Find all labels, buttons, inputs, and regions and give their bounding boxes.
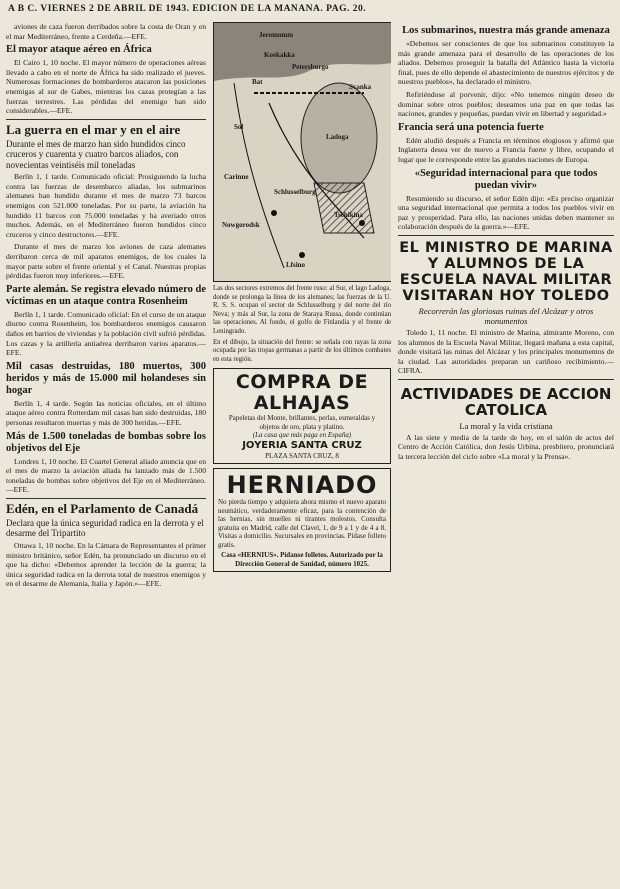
map-label: Nowgorodsk xyxy=(222,221,260,229)
article-paragraph: Edén aludió después a Francia en términos elogiosos y afirmó que Inglaterra desea ver de nuevo a Francia fuerte y libre, ocupando el lugar que le corresponde entre las grandes naciones de Europa. xyxy=(398,135,614,164)
article-paragraph: Refiriéndose al porvenir, dijo: «No tenemos ningún deseo de dominar sobre otros pueblos; deseamos una paz en que todas las naciones, grandes y pequeñas, puedan vivir en libertad y seguridad.» xyxy=(398,89,614,119)
ad-title: COMPRA DE ALHAJAS xyxy=(235,371,369,415)
map-caption: En el dibujo, la situación del frente: se señala con rayas la zona ocupada por las tropas germanas a partir de los últimos combates en esta región. xyxy=(213,338,391,363)
town-marker xyxy=(271,210,277,216)
ad-address: PLAZA SANTA CRUZ, 8 xyxy=(265,451,339,460)
article-headline: Edén, en el Parlamento de Canadá xyxy=(6,500,199,516)
article-paragraph: El Cairo 1, 10 noche. El mayor número de operaciones aéreas llevado a cabo en el norte de África ha sido realizado el jueves. Numerosas formaciones de bombarderos atacaron las posiciones enemigas al sur de Gabes, mientras los cazas protegían a las fuerzas terrestres. Las pérdidas del enemigo han sido considerables.—EFE. xyxy=(6,58,206,116)
article-headline: Más de 1.500 toneladas de bombas sobre los objetivos del Eje xyxy=(6,430,206,454)
left-column xyxy=(6,22,206,883)
middle-column xyxy=(213,22,391,883)
ad-text: Casa «HERNIUS». Pídanse folletos. Autorizado por la Dirección General de Sanidad, número 1025. xyxy=(221,551,383,568)
map-label: Lfsino xyxy=(286,261,306,269)
article-subheadline: La moral y la vida cristiana xyxy=(459,420,553,431)
article-paragraph: A las siete y media de la tarde de hoy, en el salón de actos del Centro de Acción Católica, don Jesús Urbina, presbítero, pronunciará la tercera lección del ciclo sobre «La moral y la Prensa». xyxy=(398,432,614,462)
ad-text: Papeletas del Monte, brillantes, perlas, esmeraldas y objetos de oro, plata y platino. xyxy=(228,414,376,431)
article-paragraph: Ottawa 1, 10 noche. En la Cámara de Representantes el primer ministro británico, señor Edén, ha pronunciado un discurso en el que ha dicho: «Debemos aprender la lección de la guerra; la única seguridad radica en la derrota total de nuestros enemigos y en el desarme de Alemania, Italia y Japón.»—EFE. xyxy=(6,540,206,589)
right-column xyxy=(398,22,614,883)
ad-text: (La casa que más paga en España) xyxy=(252,431,352,440)
article-paragraph: Berlín 1, 4 tarde. Según las noticias oficiales, en el último ataque aéreo contra Rotterdam mil casas han sido destruidas, 180 personas resultaron muertas y más de 300 heridas.—EFE. xyxy=(6,398,206,427)
map-caption: Las dos sectores extremos del frente ruso: al Sur, el lago Ladoga, donde se prolonga la línea de los alemanes; las fuerzas de la U. R. S. S. ocupan el sector de Schlusselburg y del norte del río Neva; y más al Sur, la zona de Staraya Russa, donde continúan las operaciones. Al fondo, el golfo de Finlandia y el frente de Leningrado. xyxy=(213,285,391,335)
article-headline: Parte alemán. Se registra elevado número de víctimas en un ataque contra Rosenheim xyxy=(6,283,206,307)
map-label: Sol xyxy=(234,123,244,131)
accion-catolica-headline: ACTIVIDADES DE ACCION CATOLICA xyxy=(400,384,612,420)
article-paragraph: Berlín 1, 1 tarde. Comunicado oficial: En el curso de un ataque diurno contra Rosenheim, los bombarderos enemigos causaron daños en barrios de viviendas y la población civil sufrió pérdidas. Los cazas y la artillería antiaérea derribaron varios aparatos.—EFE. xyxy=(6,309,206,358)
map-label: Jeromomm xyxy=(259,31,294,39)
occupied-zone xyxy=(314,183,374,233)
article-paragraph: «Debemos ser conscientes de que los submarinos constituyen la más grande amenaza para el desarrollo de las operaciones de los aliados. Debemos proseguir la batalla del Atlántico hasta la victoria final, pues de ello depende el abastecimiento de nuestros ejércitos y de nuestros pueblos», ha declarado el ministro. xyxy=(398,39,614,87)
ad-text: No pierda tiempo y adquiera ahora mismo el nuevo aparato neumático, verdaderamente eficaz, para la contención de las hernias, sin muelles ni tirantes molestos. Consulta gratuita en Madrid, calle del Clavel, 1, de 9 a 1 y de 4 a 8. Visitas a domicilio. Sucursales en provincias. Pídase folleto gratis. xyxy=(218,498,386,549)
column-divider xyxy=(398,379,614,380)
column-divider xyxy=(398,235,614,236)
map-label: Carinne xyxy=(224,173,249,181)
hernia-ad xyxy=(213,468,391,572)
article-headline: La guerra en el mar y en el aire xyxy=(6,121,181,137)
article-subheadline: Recorrerán las gloriosas ruinas del Alcázar y otros monumentos xyxy=(418,305,594,326)
article-headline: El mayor ataque aéreo en África xyxy=(6,44,152,56)
article-headline: Mil casas destruidas, 180 muertos, 300 heridos y más de 15.000 mil holandeses sin hogar xyxy=(6,360,206,396)
article-headline: Los submarinos, nuestra más grande amenaza xyxy=(402,25,610,36)
article-paragraph: Londres 1, 10 noche. El Cuartel General aliado anuncia que en el mes de marzo la aviación aliada ha lanzado más de 1.500 toneladas de bombas sobre objetivos del Eje en el Mediterráneo.—EFE. xyxy=(6,456,206,495)
map-label: Schlusselburg xyxy=(274,188,316,196)
ad-shop-name: JOYERIA SANTA CRUZ xyxy=(242,439,362,451)
map-label: Svanka xyxy=(349,83,372,91)
town-marker xyxy=(359,220,365,226)
article-paragraph: aviones de caza fueron derribados sobre la costa de Oran y en el mar Mediterráneo, frente a Cerdeña.—EFE. xyxy=(6,22,206,41)
map-drawing xyxy=(214,23,391,281)
column-divider xyxy=(6,498,206,499)
map-label: Petersburgo xyxy=(292,63,329,71)
town-marker xyxy=(299,252,305,258)
map-label: Ladoga xyxy=(326,133,349,141)
article-headline: Francia será una potencia fuerte xyxy=(398,121,544,133)
ad-title: HERNIADO xyxy=(226,471,378,500)
article-paragraph: Toledo 1, 11 noche. El ministro de Marina, almirante Moreno, con los alumnos de la Escuela Naval Militar, llegará mañana a esta capital, donde visitará las ruinas del Alcázar y los principales monumentos de la ciudad. Las autoridades preparan un cariñoso recibimiento.—CIFRA. xyxy=(398,327,614,376)
article-paragraph: Durante el mes de marzo los aviones de caza alemanes derribaron cerca de mil aparatos enemigos, de los cuales la mayor parte sobre el frente oriental y el Canal. Nuestras propias pérdidas fueron muy inferiores.—EFE. xyxy=(6,242,206,281)
article-subheadline: Durante el mes de marzo han sido hundidos cinco cruceros y cuarenta y cuatro barcos aliados, con novecientas veintiséis mil toneladas xyxy=(6,138,186,170)
article-headline: «Seguridad internacional para que todos puedan vivir» xyxy=(414,167,598,191)
running-head: A B C. VIERNES 2 DE ABRIL DE 1943. EDICION DE LA MAÑANA. PAG. 20. xyxy=(8,4,367,14)
jewelry-ad xyxy=(213,368,391,464)
article-paragraph: Resumiendo su discurso, el señor Edén dijo: «Es preciso organizar una seguridad internacional que permita a todos los pueblos vivir en paz y prosperidad. Para ello, las naciones unidas deben mantener su colaboración después de la guerra.»—EFE. xyxy=(398,193,614,232)
map-label: Tschikina xyxy=(334,211,363,219)
column-divider xyxy=(6,119,206,120)
front-map xyxy=(213,22,391,282)
article-paragraph: Berlín 1, 1 tarde. Comunicado oficial: Prosiguiendo la lucha contra las fuerzas de desembarco aliadas, los submarinos alemanes han hundido durante el mes de marzo 73 barcos enemigos con 521.000 toneladas. Por su parte, la aviación ha hundido 11 barcos con 75.000 toneladas y ha averiado otros muchos. Además, en el Mediterráneo fueron hundidos cinco cruceros y cinco destructores.—EFE. xyxy=(6,172,206,239)
map-label: Koekakka xyxy=(264,51,295,59)
map-label: Bat xyxy=(252,78,263,86)
marina-headline: EL MINISTRO DE MARINA Y ALUMNOS DE LA ESCUELA NAVAL MILITAR VISITARAN HOY TOLEDO xyxy=(399,239,613,304)
article-subheadline: Declara que la única seguridad radica en la derrota y el desarme del Tripartito xyxy=(6,517,204,539)
